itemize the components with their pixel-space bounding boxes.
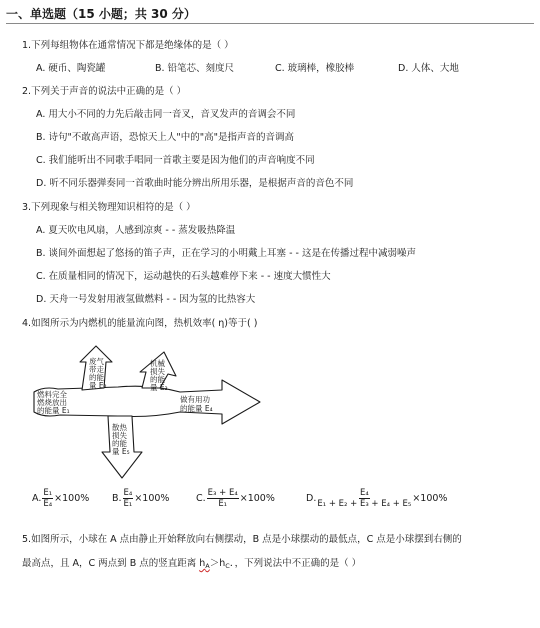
energy-flow-diagram	[30, 342, 270, 482]
q5-line-2-prefix: 最高点，且 A，C 两点到 B 点的竖直距离	[22, 558, 200, 569]
q5-ha-subscript: A	[205, 562, 210, 570]
q5-hc-letter: h	[219, 558, 226, 569]
q1-option-c[interactable]: C. 玻璃棒，橡胶棒	[275, 63, 355, 74]
q5-greater-than: ＞	[209, 558, 220, 569]
exhaust-label-3: 的能	[89, 373, 104, 382]
q4-b-fraction	[123, 488, 134, 509]
q4-c-label: C.	[196, 492, 206, 504]
q1-option-a[interactable]: A. 硬币、陶瓷罐	[36, 63, 106, 74]
q4-a-fraction	[42, 488, 53, 509]
mech-label-2: 损失	[150, 367, 165, 376]
q3-option-c[interactable]: C. 在质量相同的情况下，运动越快的石头越难停下来 - - 速度大惯性大	[36, 271, 331, 282]
q4-stem: 4.如图所示为内燃机的能量流向图，热机效率( η)等于( )	[22, 318, 258, 329]
exhaust-label-4: 量 E₂	[89, 381, 107, 390]
source-label-2: 燃烧放出	[37, 398, 67, 407]
q4-option-a[interactable]	[32, 488, 89, 509]
exhaust-label-2: 带走	[89, 365, 104, 374]
heat-label-1: 散热	[112, 423, 127, 432]
q4-option-b[interactable]	[112, 488, 169, 509]
q4-d-tail: ×100%	[412, 492, 448, 504]
q5-line-2-suffix: ．，下列说法中不正确的是（ ）	[229, 558, 362, 569]
q4-c-fraction	[207, 488, 239, 509]
q3-option-d[interactable]: D. 天舟一号发射用液氢做燃料 - - 因为氢的比热容大	[36, 294, 256, 305]
q4-c-numerator: E₃ + E₄	[207, 488, 238, 498]
q3-stem: 3.下列现象与相关物理知识相符的是（ ）	[22, 202, 196, 213]
q4-c-tail: ×100%	[239, 492, 275, 504]
q1-option-d[interactable]: D. 人体、大地	[398, 63, 459, 74]
q4-option-c[interactable]	[196, 488, 275, 509]
q4-d-fraction	[317, 488, 411, 509]
q4-option-d[interactable]	[306, 488, 447, 509]
q5-line-2	[22, 558, 361, 572]
source-label-3: 的能量 E₁	[37, 406, 70, 415]
q4-d-denominator: E₁ + E₂ + E₃ + E₄ + E₅	[317, 499, 412, 509]
q4-a-label: A.	[32, 492, 42, 504]
q4-b-numerator: E₄	[123, 488, 133, 498]
section-title: 一、单选题（15 小题；共 30 分）	[6, 7, 196, 21]
q3-option-b[interactable]: B. 谈间外面想起了悠扬的笛子声，正在学习的小明戴上耳塞 - - 这是在传播过程中减弱噪声	[36, 248, 416, 259]
q2-option-a[interactable]: A. 用大小不同的力先后敲击同一音叉，音叉发声的音调会不同	[36, 109, 296, 120]
q2-stem: 2.下列关于声音的说法中正确的是（ ）	[22, 86, 187, 97]
section-divider	[6, 23, 534, 24]
q4-b-label: B.	[112, 492, 122, 504]
q2-option-b[interactable]: B. 诗句"不敢高声语，恐惊天上人"中的"高"是指声音的音调高	[36, 132, 295, 143]
q4-b-denominator: E₁	[123, 499, 133, 509]
q4-d-label: D.	[306, 492, 317, 504]
useful-label-1: 做有用功	[180, 395, 210, 404]
q5-hc-subscript: C	[225, 562, 230, 570]
q3-option-a[interactable]: A. 夏天吹电风扇，人感到凉爽 - - 蒸发吸热降温	[36, 225, 236, 236]
useful-label-2: 的能量 E₄	[180, 404, 213, 413]
exhaust-label-1: 废气	[89, 357, 104, 366]
q2-option-d[interactable]: D. 听不同乐器弹奏同一首歌曲时能分辨出所用乐器，是根据声音的音色不同	[36, 178, 354, 189]
mech-label-4: 量 E₃	[150, 383, 168, 392]
q5-line-1: 5.如图所示，小球在 A 点由静止开始释放向右侧摆动，B 点是小球摆动的最低点，C 点是小球摆到右侧的	[22, 534, 462, 545]
q4-b-tail: ×100%	[134, 492, 170, 504]
q1-stem: 1.下列每组物体在通常情况下都是绝缘体的是（ ）	[22, 40, 234, 51]
heat-label-4: 量 E₅	[112, 447, 130, 456]
q4-a-numerator: E₁	[43, 488, 53, 498]
mech-label-1: 机械	[150, 359, 165, 368]
q2-option-c[interactable]: C. 我们能听出不同歌手唱同一首歌主要是因为他们的声音响度不同	[36, 155, 315, 166]
q1-option-b[interactable]: B. 铅笔芯、刻度尺	[155, 63, 235, 74]
heat-label-3: 的能	[112, 439, 127, 448]
q5-ha	[199, 558, 209, 569]
mech-label-3: 的能	[150, 375, 165, 384]
q4-c-denominator: E₁	[218, 499, 228, 509]
q4-d-numerator: E₄	[359, 488, 369, 498]
q5-ha-letter: h	[199, 558, 206, 569]
source-label-1: 燃料完全	[37, 390, 67, 399]
q4-a-denominator: E₄	[43, 499, 53, 509]
heat-label-2: 损失	[112, 431, 127, 440]
q4-a-tail: ×100%	[54, 492, 90, 504]
